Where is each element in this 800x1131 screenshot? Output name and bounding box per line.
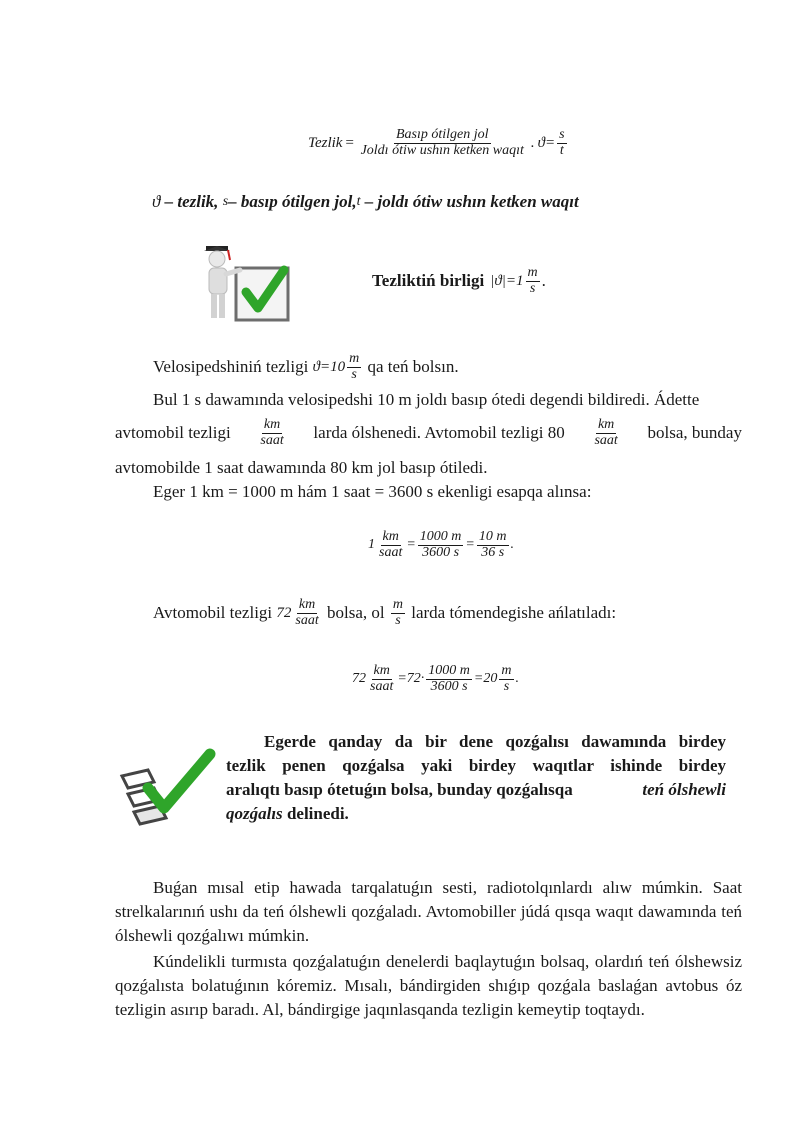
s-symbol: s [222,194,229,209]
p1-km-2: km [597,417,615,432]
velo-after: qa teń bolsın. [363,357,459,377]
v-symbol: ϑ [152,192,161,211]
conv2-s: s [503,678,510,694]
formula-numerator: Basıp ótilgen jol [395,127,489,142]
conv2-frac-c [499,664,513,694]
conv2-d1: 3600 s [430,678,468,694]
avto-saat: saat [295,612,319,628]
conv2-n1: 1000 m [428,663,470,678]
conv2-frac-b [426,664,472,694]
conv1-saat: saat [379,544,403,560]
velo-line [153,352,459,382]
unit-abs-v: |ϑ| [490,272,506,289]
conv1-n2: 10 m [478,529,507,544]
avto-line [153,598,616,628]
def-line3 [226,778,726,802]
p1-saat-1: saat [260,432,284,448]
conv1-d1: 3600 s [422,544,460,560]
conv2-saat: saat [370,678,394,694]
avto-v: 72 [276,604,292,621]
p1-line3-text: avtomobilde 1 saat dawamında 80 km jol basıp ótiledi. [115,458,488,477]
conv2-m: m [501,663,512,678]
paragraph1-line1 [153,390,699,410]
def-line1: Egerde qanday da bir dene qozǵalısı dawamında birdey [264,732,726,751]
formula-denominator: Joldı ótiw ushın ketken waqıt [360,142,524,158]
t-symbol: t [356,194,361,209]
p1-saat-2: saat [594,432,618,448]
velo-num: m [349,351,360,366]
p1-line1-text: Bul 1 s dawamında velosipedshi 10 m joldı basıp ótedi degendi bildiredi. Ádette [153,390,700,409]
avto-a: Avtomobil tezligi [153,603,277,623]
v-text: – tezlik, [160,192,223,211]
unit-heading-label: Tezliktiń birligi [372,271,485,291]
conv1-frac-c [477,530,509,560]
def-line3-text: aralıqtı basıp ótetuǵın bolsa, bunday qozǵalısqa [226,780,573,799]
conversion-1: 1 $\frac{km}{\text{saat}}$ = $\frac{1000 m}{3600 s}$ = $\frac{10 m}{36 s}$ . [368,529,514,560]
unit-fraction [526,266,540,296]
conv1-n1: 1000 m [419,529,462,544]
def-line4 [226,802,726,826]
avto-kmsaat-fraction [293,598,320,628]
checklist-icon [118,748,218,828]
formula-short-den: t [559,142,564,158]
eger-line [153,482,591,502]
unit-eq: =1 [505,272,524,289]
conv2-mid: 72· [406,671,425,687]
conv1-frac-b [418,530,464,560]
conversion-2: 72 $\frac{km}{\text{saat}}$ = 72· $\frac{1000 m}{3600 s}$ = 20 $\frac{m}{s}$ . [352,663,519,694]
def-term1: teń ólshewli [642,780,726,799]
conv2-frac-a [368,664,395,694]
formula-short-lhs: ϑ [537,134,546,151]
definition-block [226,730,726,826]
conv1-one: 1 [368,537,375,553]
formula-lhs: Tezlik [308,134,343,151]
avto-ms-fraction [391,598,405,628]
s-text: – basıp ótilgen jol, [228,192,357,211]
velo-before: Velosipedshiniń tezligi [153,357,313,377]
unit-den: s [529,280,536,296]
p1-km-1: km [263,417,281,432]
p1-line2-c: bolsa, bunday [647,423,742,443]
teacher-checkmark-icon [200,244,292,324]
p1-kmsaat-fraction-2 [592,418,619,448]
avto-m: m [392,597,403,612]
velo-expr: ϑ=10 [312,358,346,375]
velo-fraction [347,352,361,382]
avto-c: larda tómendegishe ańlatıladı: [406,603,617,623]
def-term2: qozǵalıs [226,804,283,823]
def-line2: tezlik penen qozǵalsa yaki birdey waqıtlar ishinde birdey [226,756,726,775]
definition-line [152,192,579,212]
conv2-res: 20 [483,671,498,687]
eger-text: Eger 1 km = 1000 m hám 1 saat = 3600 s ekenligi esapqa alınsa: [153,482,592,501]
paragraph2: Buǵan mısal etip hawada tarqalatuǵın sesti, radiotolqınlardı alıw múmkin. Saat strelkalarınıń ushı da teń ólshewli qozǵaladı. Avtomobiller júdá qısqa waqıt dawamında teń ólshewli qozǵalıwı múmkin. [115,878,742,945]
unit-num: m [527,265,538,280]
speed-formula: Tezlik = $\frac{\text{Basıp ótilgen jol}}{\text{Joldı ótiw ushın ketken waqıt}}$ . ϑ = $\frac{s}{t}$ [308,127,565,158]
formula-fraction [359,128,526,158]
unit-heading: Tezliktiń birligi |ϑ| =1 $\frac{m}{s}$ . [372,265,546,296]
t-text: – joldı ótiw ushın ketken waqıt [360,192,579,211]
conv2-km: km [373,663,390,678]
conv1-km: km [382,529,399,544]
paragraph1-line3 [115,458,488,478]
avto-b: bolsa, ol [322,603,389,623]
p1-line2-b: larda ólshenedi. Avtomobil tezligi 80 [313,423,565,443]
def-end: delinedi. [286,804,349,823]
paragraph1-line2 [115,418,742,448]
conv1-d2: 36 s [481,544,505,560]
formula-short-fraction [557,128,566,158]
conv2-v: 72 [352,671,366,687]
velo-den: s [351,366,357,382]
conv1-frac-a [377,530,404,560]
p1-kmsaat-fraction-1 [258,418,285,448]
formula-short-num: s [559,127,565,142]
avto-km: km [298,597,316,612]
p1-line2-a: avtomobil tezligi [115,423,231,443]
paragraph3: Kúndelikli turmısta qozǵalatuǵın denelerdi baqlaytuǵın bolsaq, olardıń teń ólshewsiz qozǵalısta bolatuǵının kóremiz. Mısalı, bándirgiden shıǵıp qozǵala baslaǵan avtobus óz tezligin asırıp baradı. Al, bándirgige jaqınlasqanda tezligin kemeytip toqtaydı. [115,952,742,1019]
avto-s: s [395,612,401,628]
